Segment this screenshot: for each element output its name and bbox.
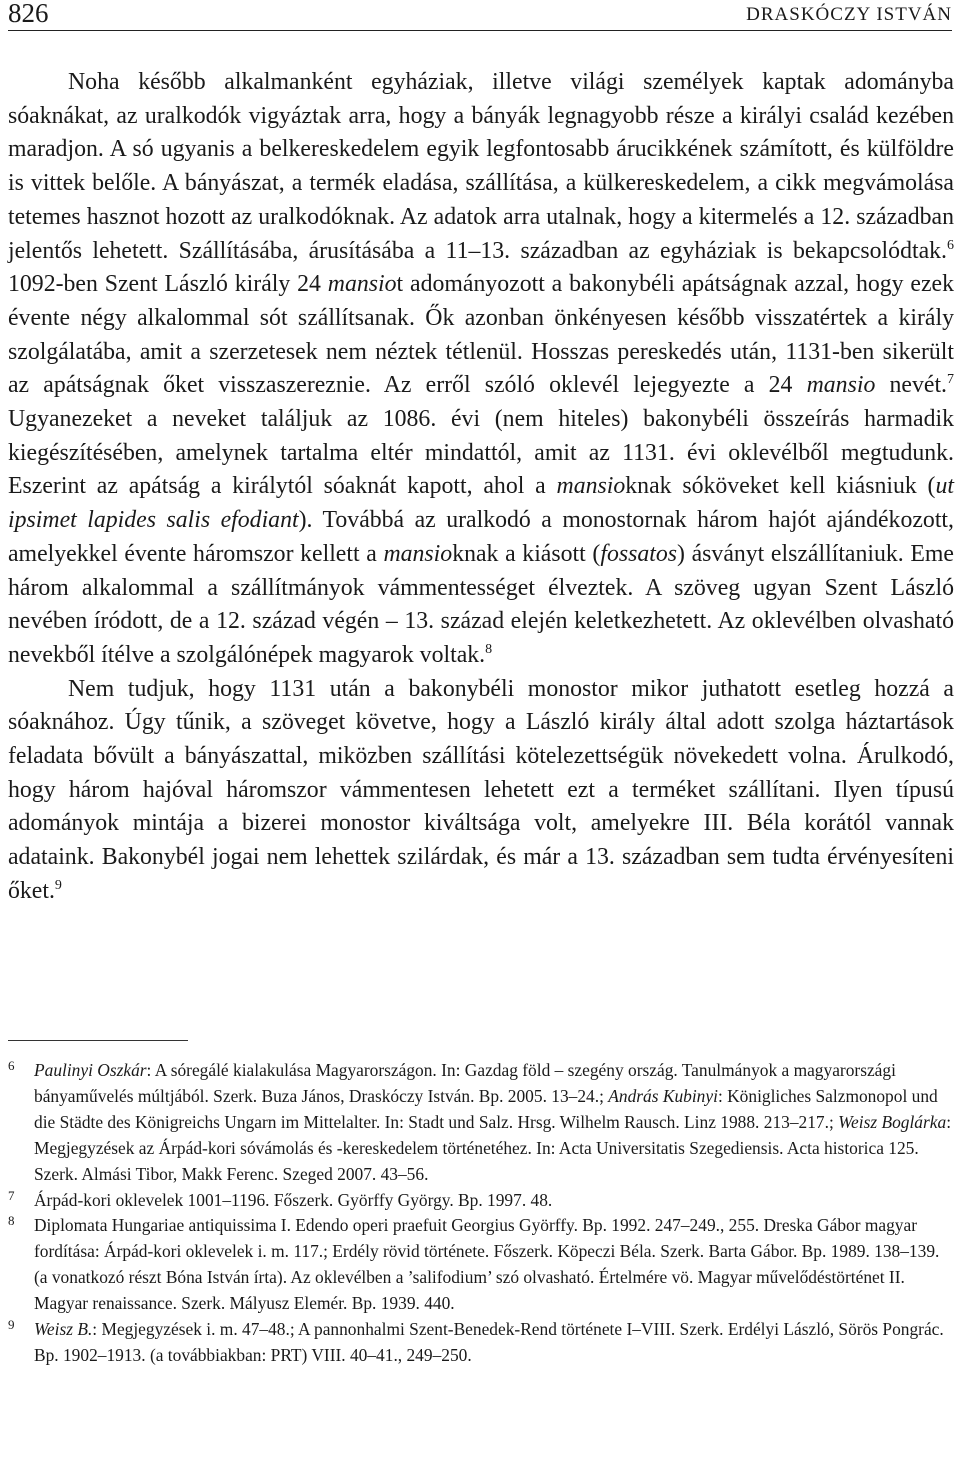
paragraph-2: Nem tudjuk, hogy 1131 után a bakonybéli monostor mikor juthatott esetleg hozzá a sóaknához. Úgy tűnik, a szöveget követve, hogy a László király által adott szolga háztartások feladata bővült a bányászattal, miközben szállítási kötelezettségük növekedett volna. Árulkodó, hogy három hajóval háromszor vámmentesen lehetett ezt a terméket szállítani. Ilyen típusú adományok mintája a bizerei monostor kiváltsága volt, amelyekre III. Béla korától vannak adataink. Bakonybél jogai nem lehettek szilárdak, és már a 13. században sem tudta érvényesíteni őket.$^9$ (8, 675, 954, 904)
footnote-ref-8[interactable]: 8 (485, 641, 493, 657)
footnote-number: 8 (8, 1213, 15, 1229)
footnote-ref-7[interactable]: 7 (947, 372, 954, 388)
footnote-number: 6 (8, 1058, 15, 1073)
footnotes (8, 1058, 954, 1369)
footnote-number: 7 (8, 1187, 15, 1203)
running-head-author: DRASKÓCZY ISTVÁN (746, 4, 952, 25)
main-text (8, 66, 954, 909)
footnote-ref-9[interactable]: 9 (54, 877, 62, 893)
footnote-ref-6[interactable]: 6 (947, 237, 954, 253)
paragraph-1: Noha később alkalmanként egyháziak, illetve világi személyek kaptak adományba sóaknákat, az uralkodók vigyáztak arra, hogy a bányák legnagyobb része a királyi család kezében maradjon. A só ugyanis a belkereskedelem egyik legfontosabb árucikkének számított, és külföldre is vittek belőle. A bányászat, a termék eladása, szállítása, a külkereskedelem, a cikk megvámolása tetemes hasznot hozott az uralkodóknak. Az adatok arra utalnak, hogy a kitermelés a 12. században jelentős lehetett. Szállításába, árusításába a 11–13. században az egyháziak is bekapcsolódtak.$^6$ 1092-ben Szent László király 24 mansiot adományozott a bakonybéli apátságnak azzal, hogy ezek évente négy alkalommal sót szállítsanak. Ők azonban önkényesen később visszatértek a király szolgálatába, amit a szerzetesek nem néztek tétlenül. Hosszas pereskedés után, 1131-ben sikerült az apátságnak őket visszaszereznie. Az erről szóló oklevél lejegyezte a 24 mansio nevét.$^7$ Ugyanezeket a neveket találjuk az 1086. évi (nem hiteles) bakonybéli összeírás harmadik kiegészítésében, amelynek tartalma eltér mindattól, amit az 1131. évi oklevélből megtudunk. Eszerint az apátság a királytól sóaknát kapott, ahol a mansioknak sóköveket kell kiásniuk (ut ipsimet lapides salis efodiant). Továbbá az uralkodó a monostornak három hajót ajándékozott, amelyekkel évente háromszor kellett a mansioknak a kiásott (fossatos) ásványt elszállítaniuk. Eme három alkalommal a szállítmányok vámmentességet élveztek. A szöveg ugyan Szent László nevében íródott, de a 12. század végén – 13. század elején keletkezhetett. Az oklevélben olvasható nevekből ítélve a szolgálónépek magyarok voltak.$^8$ (8, 69, 954, 668)
footnote-8: 8 Diplomata Hungariae antiquissima I. Edendo operi praefuit Georgius Györffy. Bp. 1992. 247–249., 255. Dreska Gábor magyar fordítása: Árpád-kori oklevelek i. m. 117.; Erdély rövid története. Főszerk. Köpeczi Béla. Szerk. Barta Gábor. Bp. 1989. 138–139. (a vonatkozó részt Bóna István írta). Az oklevélben a ’salifodium’ szó olvasható. Értelmére vö. Magyar művelődéstörténet II. Magyar renaissance. Szerk. Mályusz Elemér. Bp. 1939. 440. (8, 1213, 954, 1317)
footnote-divider (8, 1040, 188, 1041)
page-header (8, 0, 952, 31)
footnote-6: 6 Paulinyi Oszkár: A sóregálé kialakulása Magyarországon. In: Gazdag föld – szegény ország. Tanulmányok a magyarországi bányaművelés múltjából. Szerk. Buza János, Draskóczy István. Bp. 2005. 13–24.; András Kubinyi: Königliches Salzmonopol und die Städte des Königreichs Ungarn im Mittelalter. In: Stadt und Salz. Hrsg. Wilhelm Rausch. Linz 1988. 213–217.; Weisz Boglárka: Megjegyzések az Árpád-kori sóvámolás és -kereskedelem történetéhez. In: Acta Universitatis Szegediensis. Acta historica 125. Szerk. Almási Tibor, Makk Ferenc. Szeged 2007. 43–56. (8, 1058, 954, 1188)
footnote-number: 9 (8, 1317, 15, 1333)
footnote-7: 7 Árpád-kori oklevelek 1001–1196. Főszerk. Györffy György. Bp. 1997. 48. (8, 1188, 954, 1214)
footnote-9: 9 Weisz B.: Megjegyzések i. m. 47–48.; A pannonhalmi Szent-Benedek-Rend története I–VIII. Szerk. Erdélyi László, Sörös Pongrác. Bp. 1902–1913. (a továbbiakban: PRT) VIII. 40–41., 249–250. (8, 1317, 954, 1369)
page-number: 826 (8, 0, 49, 28)
